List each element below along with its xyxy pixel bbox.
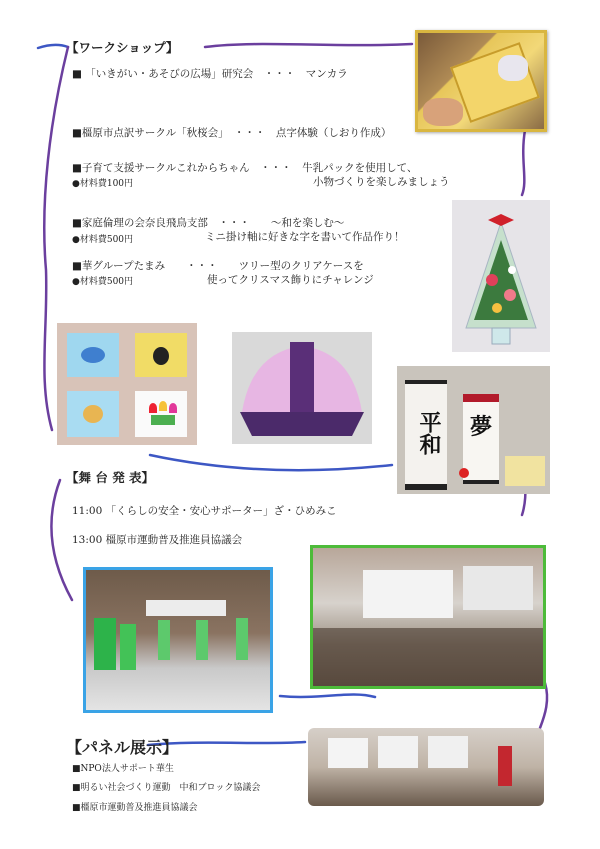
cards-photo (57, 323, 197, 445)
performer-1 (94, 618, 116, 670)
decoration-ball (459, 468, 469, 478)
pouch-photo (232, 332, 372, 444)
panel-board-3 (428, 736, 468, 768)
panel-item-3: ■橿原市運動普及推進員協議会 (72, 803, 198, 813)
stage-item-2-title: 橿原市運動普及推進員協議会 (105, 534, 243, 546)
scrolls-photo (397, 366, 550, 494)
workshop-item-4-fee: ●材料費500円 (72, 235, 134, 245)
stage-item-1 (72, 503, 337, 518)
workshop-item-4: ■家庭倫理の会奈良飛鳥支部 ・・・ ～和を楽しむ～ (72, 217, 345, 229)
performer-5 (236, 618, 248, 660)
performer-2 (120, 624, 136, 670)
workshop-item-3-fee: ●材料費100円 (72, 179, 134, 189)
workshop-item-5: ■華グループたまみ ・・・ ツリー型のクリアケースを (72, 260, 364, 272)
workshop-item-3: ■子育て支援サークルこれからちゃん ・・・ 牛乳パックを使用して、 (72, 162, 418, 174)
workshop-item-4-desc: ミニ掛け軸に好きな字を書いて作品作り！ (205, 231, 405, 243)
workshop-item-3-desc: 小物づくりを楽しみましょう (313, 176, 450, 188)
stage-item-1-time: 11:00 (72, 505, 103, 517)
workshop-item-2: ■橿原市点訳サークル「秋桜会」 ・・・ 点字体験（しおり作成） (72, 127, 392, 139)
bear-card (67, 391, 119, 437)
christmas-tree-photo (452, 200, 550, 352)
audience (313, 628, 543, 686)
workshop-item-1: ■ 「いきがい・あそびの広場」研究会 ・・・ マンカラ (72, 68, 348, 80)
panel-item-2: ■明るい社会づくり運動 中和ブロック協議会 (72, 783, 261, 793)
group-photo (310, 545, 546, 689)
workshop-heading: 【ワークショップ】 (66, 40, 179, 55)
workshop-item-5-desc: 使ってクリスマス飾りにチャレンジ (207, 274, 374, 286)
performer-3 (158, 620, 170, 660)
stage-heading: 【舞 台 発 表】 (66, 470, 155, 485)
scroll-left (405, 380, 447, 490)
elephant-card (67, 333, 119, 377)
panel-heading: 【パネル展示】 (66, 738, 179, 757)
mancala-photo (415, 30, 547, 132)
panel-board-1 (328, 738, 368, 768)
panel-board-2 (378, 736, 418, 768)
stage-banner (146, 600, 226, 616)
performance-photo (83, 567, 273, 713)
panel-item-1: ■NPO法人サポート華生 (72, 764, 174, 774)
stage-item-2 (72, 532, 242, 547)
visitor (498, 746, 512, 786)
scroll-left-text: 平和 (416, 411, 442, 455)
performer-4 (196, 620, 208, 660)
tulip-card (135, 391, 187, 437)
workshop-item-5-fee: ●材料費500円 (72, 277, 134, 287)
scroll-right-text: 夢 (469, 414, 492, 440)
panel-exhibit-photo (308, 728, 544, 806)
screen (363, 570, 453, 618)
beetle-card (135, 333, 187, 377)
whiteboard (463, 566, 533, 610)
stage-item-2-time: 13:00 (72, 534, 103, 546)
scroll-caption-card (505, 456, 545, 486)
stage-item-1-title: 「くらしの安全・安心サポーター」ざ・ひめみこ (105, 505, 337, 517)
